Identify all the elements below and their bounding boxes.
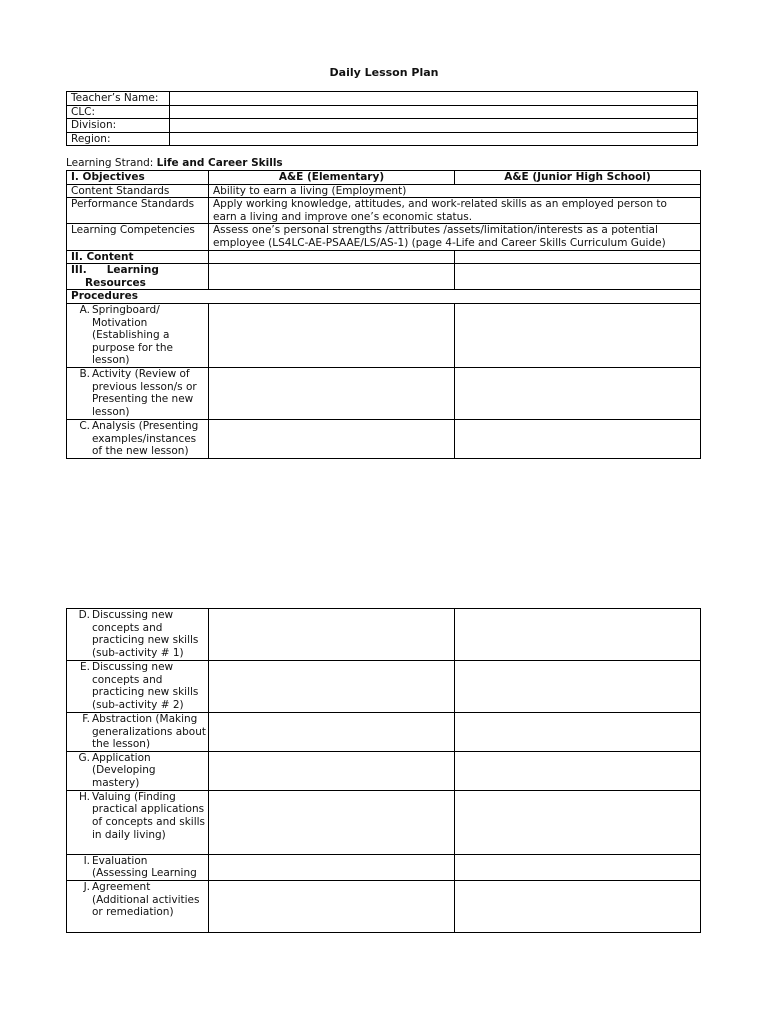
learning-competencies-label: Learning Competencies — [67, 224, 209, 250]
teacher-name-label: Teacher’s Name: — [67, 92, 170, 106]
procedure-f-jhs-cell[interactable] — [455, 713, 701, 752]
procedure-j-text: Agreement (Additional activities or remediation) — [92, 880, 200, 919]
learning-competencies-row — [67, 224, 701, 250]
content-row — [67, 250, 701, 264]
performance-standards-row — [67, 198, 701, 224]
learning-resources-word-1: Learning — [106, 264, 159, 277]
procedure-j-jhs-cell[interactable] — [455, 880, 701, 932]
info-row-region — [67, 132, 698, 146]
procedure-row-h — [67, 790, 701, 854]
procedure-row-a — [67, 303, 701, 367]
clc-field[interactable] — [170, 105, 698, 119]
procedure-i-letter: I. — [83, 854, 90, 867]
procedure-i-text: Evaluation (Assessing Learning — [92, 854, 197, 880]
procedure-d-letter: D. — [78, 609, 90, 621]
procedure-g-letter: G. — [78, 751, 90, 764]
column-header-elementary: A&E (Elementary) — [209, 171, 455, 185]
info-row-clc — [67, 105, 698, 119]
content-elementary-cell[interactable] — [209, 250, 455, 264]
learning-resources-label — [67, 264, 209, 290]
procedure-g-elementary-cell[interactable] — [209, 751, 455, 790]
procedure-c-jhs-cell[interactable] — [455, 419, 701, 458]
learning-competencies-line-1: Assess one’s personal strengths /attributes /assets/limitation/interests as a potential — [213, 224, 658, 237]
procedures-label: Procedures — [67, 290, 701, 304]
learning-resources-word-2: Resources — [85, 276, 146, 289]
learning-resources-number: III. — [71, 264, 87, 277]
objectives-header-row — [67, 171, 701, 185]
procedure-row-i — [67, 854, 701, 880]
region-field[interactable] — [170, 132, 698, 146]
procedure-i-elementary-cell[interactable] — [209, 854, 455, 880]
procedure-a-elementary-cell[interactable] — [209, 303, 455, 367]
content-standards-label: Content Standards — [67, 184, 209, 198]
procedure-e-label — [67, 661, 209, 713]
lesson-plan-table-continued — [66, 608, 701, 933]
procedure-f-letter: F. — [82, 713, 90, 725]
learning-strand-prefix: Learning Strand: — [66, 157, 154, 169]
procedures-row — [67, 290, 701, 304]
procedure-c-elementary-cell[interactable] — [209, 419, 455, 458]
teacher-info-table — [66, 91, 698, 146]
procedure-g-label — [67, 751, 209, 790]
info-row-division — [67, 119, 698, 133]
procedure-e-letter: E. — [80, 661, 90, 673]
learning-strand-value: Life and Career Skills — [156, 157, 283, 169]
resources-elementary-cell[interactable] — [209, 264, 455, 290]
objectives-label: I. Objectives — [67, 171, 209, 185]
procedure-f-text: Abstraction (Making generalizations about the lesson) — [92, 713, 206, 751]
resources-jhs-cell[interactable] — [455, 264, 701, 290]
procedure-c-letter: C. — [79, 419, 90, 432]
procedure-j-elementary-cell[interactable] — [209, 880, 455, 932]
info-row-teacher — [67, 92, 698, 106]
learning-competencies-value — [209, 224, 701, 250]
content-label: II. Content — [67, 250, 209, 264]
procedure-i-jhs-cell[interactable] — [455, 854, 701, 880]
content-standards-row — [67, 184, 701, 198]
procedure-j-letter: J. — [83, 880, 90, 893]
procedure-f-label — [67, 713, 209, 752]
procedure-a-letter: A. — [79, 303, 90, 316]
content-standards-value: Ability to earn a living (Employment) — [209, 184, 701, 198]
procedure-h-text: Valuing (Finding practical applications of concepts and skills in daily living) — [92, 790, 205, 841]
procedure-row-g — [67, 751, 701, 790]
lesson-plan-table — [66, 170, 701, 459]
performance-standards-line-1: Apply working knowledge, attitudes, and work-related skills as an employed person to — [213, 198, 667, 211]
division-label: Division: — [67, 119, 170, 133]
procedure-row-d — [67, 609, 701, 661]
procedure-d-elementary-cell[interactable] — [209, 609, 455, 661]
teacher-name-field[interactable] — [170, 92, 698, 106]
procedure-i-label — [67, 854, 209, 880]
procedure-e-text: Discussing new concepts and practicing new skills (sub-activity # 2) — [92, 661, 199, 711]
procedure-d-jhs-cell[interactable] — [455, 609, 701, 661]
procedure-b-label — [67, 367, 209, 419]
procedure-a-jhs-cell[interactable] — [455, 303, 701, 367]
learning-competencies-line-2: employee (LS4LC-AE-PSAAE/LS/AS-1) (page 4-Life and Career Skills Curriculum Guide) — [213, 236, 666, 249]
procedure-row-b — [67, 367, 701, 419]
procedure-g-text: Application (Developing mastery) — [92, 751, 156, 789]
procedure-h-label — [67, 790, 209, 854]
procedure-b-text: Activity (Review of previous lesson/s or Presenting the new lesson) — [92, 367, 197, 418]
division-field[interactable] — [170, 119, 698, 133]
column-header-jhs: A&E (Junior High School) — [455, 171, 701, 185]
procedure-row-j — [67, 880, 701, 932]
document-title: Daily Lesson Plan — [329, 66, 439, 79]
procedure-j-label — [67, 880, 209, 932]
procedure-c-label — [67, 419, 209, 458]
clc-label: CLC: — [67, 105, 170, 119]
procedure-h-elementary-cell[interactable] — [209, 790, 455, 854]
procedure-h-jhs-cell[interactable] — [455, 790, 701, 854]
procedure-row-f — [67, 713, 701, 752]
procedure-e-jhs-cell[interactable] — [455, 661, 701, 713]
region-label: Region: — [67, 132, 170, 146]
procedure-e-elementary-cell[interactable] — [209, 661, 455, 713]
procedure-b-jhs-cell[interactable] — [455, 367, 701, 419]
procedure-d-label — [67, 609, 209, 661]
procedure-a-text: Springboard/ Motivation (Establishing a purpose for the lesson) — [92, 303, 174, 367]
procedure-b-elementary-cell[interactable] — [209, 367, 455, 419]
procedure-f-elementary-cell[interactable] — [209, 713, 455, 752]
performance-standards-line-2: earn a living and improve one’s economic status. — [213, 210, 473, 223]
procedure-row-c — [67, 419, 701, 458]
procedure-c-text: Analysis (Presenting examples/instances of the new lesson) — [92, 419, 199, 458]
learning-strand — [66, 157, 283, 170]
procedure-g-jhs-cell[interactable] — [455, 751, 701, 790]
performance-standards-label: Performance Standards — [67, 198, 209, 224]
procedure-a-label — [67, 303, 209, 367]
procedure-h-letter: H. — [78, 790, 90, 803]
procedure-b-letter: B. — [79, 367, 90, 380]
content-jhs-cell[interactable] — [455, 250, 701, 264]
learning-resources-row — [67, 264, 701, 290]
procedure-row-e — [67, 661, 701, 713]
procedure-d-text: Discussing new concepts and practicing new skills (sub-activity # 1) — [92, 609, 199, 659]
performance-standards-value — [209, 198, 701, 224]
